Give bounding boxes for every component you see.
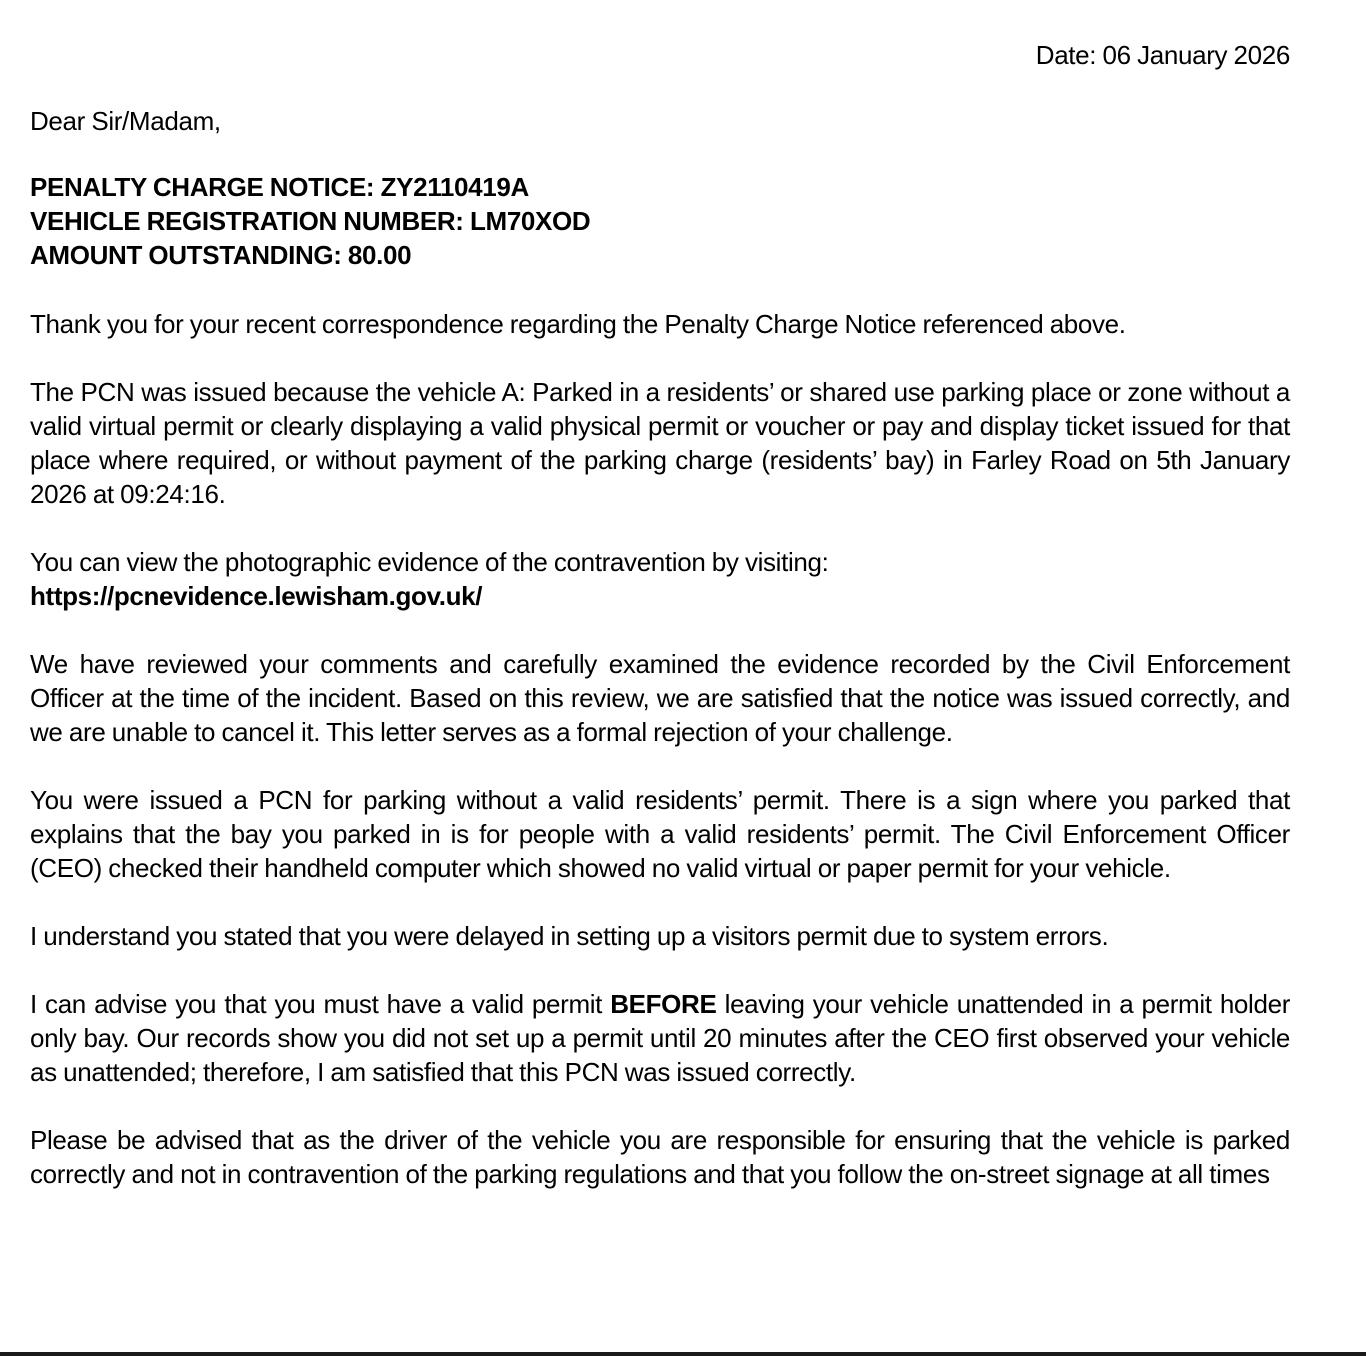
advice-emphasis: BEFORE xyxy=(610,989,717,1019)
advice-before-text: I can advise you that you must have a valid permit xyxy=(30,989,611,1019)
amount-outstanding: AMOUNT OUTSTANDING: 80.00 xyxy=(30,240,412,270)
salutation: Dear Sir/Madam, xyxy=(30,106,221,136)
letter-document xyxy=(30,38,1290,1225)
paragraph-advice xyxy=(30,987,1290,1089)
pcn-reference: PENALTY CHARGE NOTICE: ZY2110419A xyxy=(30,172,529,202)
paragraph-understanding: I understand you stated that you were delayed in setting up a visitors permit due to system errors. xyxy=(30,921,1109,951)
paragraph-driver-responsibility: Please be advised that as the driver of the vehicle you are responsible for ensuring that the vehicle is parked correctly and not in contravention of the parking regulations and that you follow the on-street signage at all times xyxy=(30,1125,1290,1189)
evidence-link[interactable]: https://pcnevidence.lewisham.gov.uk/ xyxy=(30,581,483,611)
letter-date: Date: 06 January 2026 xyxy=(1035,40,1290,70)
reference-block xyxy=(30,170,1290,272)
evidence-intro: You can view the photographic evidence of the contravention by visiting: xyxy=(30,547,829,577)
advice-after-text: leaving your vehicle unattended in a permit holder only bay. Our records show you did not set up a permit until 20 minutes after the CEO first observed your vehicle as unattended; therefore, I am satisfied that this PCN was issued correctly. xyxy=(30,989,1290,1087)
paragraph-thanks: Thank you for your recent correspondence regarding the Penalty Charge Notice referenced above. xyxy=(30,309,1126,339)
page-bottom-border xyxy=(0,1352,1366,1356)
vehicle-registration: VEHICLE REGISTRATION NUMBER: LM70XOD xyxy=(30,206,591,236)
paragraph-review: We have reviewed your comments and carefully examined the evidence recorded by the Civil Enforcement Officer at the time of the incident. Based on this review, we are satisfied that the notice was issued correctly, and we are unable to cancel it. This letter serves as a formal rejection of your challenge. xyxy=(30,649,1290,747)
paragraph-permit-explanation: You were issued a PCN for parking without a valid residents’ permit. There is a sign where you parked that explains that the bay you parked in is for people with a valid residents’ permit. The Civil Enforcement Officer (CEO) checked their handheld computer which showed no valid virtual or paper permit for your vehicle. xyxy=(30,785,1290,883)
paragraph-evidence xyxy=(30,545,1290,613)
paragraph-contravention-reason: The PCN was issued because the vehicle A: Parked in a residents’ or shared use parking place or zone without a valid virtual permit or clearly displaying a valid physical permit or voucher or pay and display ticket issued for that place where required, or without payment of the parking charge (residents’ bay) in Farley Road on 5th January 2026 at 09:24:16. xyxy=(30,377,1290,509)
